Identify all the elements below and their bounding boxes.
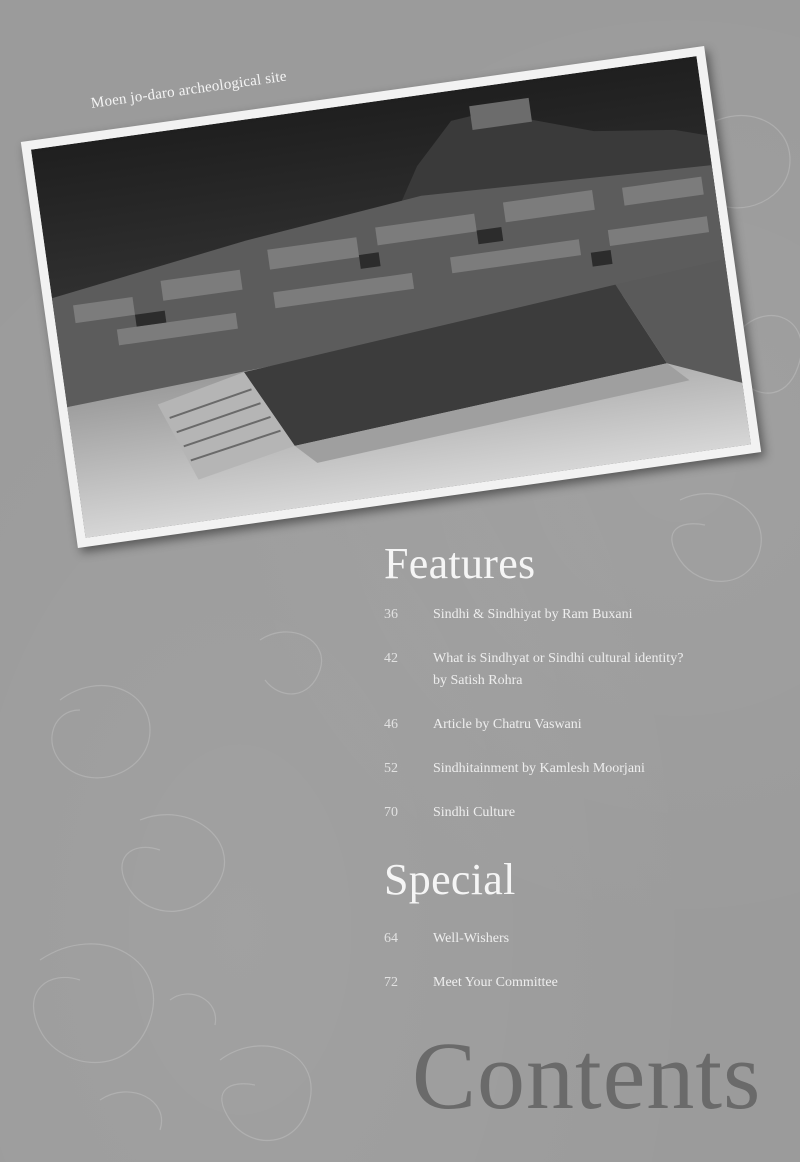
ruins-photo-image [31, 56, 751, 538]
toc-item[interactable] [384, 972, 784, 994]
features-list [384, 604, 784, 846]
features-heading: Features [384, 539, 536, 588]
toc-item[interactable] [384, 758, 784, 780]
toc-title [433, 648, 683, 692]
toc-item[interactable] [384, 714, 784, 736]
toc-item[interactable] [384, 648, 784, 692]
toc-title-line: What is Sindhyat or Sindhi cultural identity? [433, 651, 684, 666]
toc-page-number: 52 [384, 761, 398, 776]
toc-item[interactable] [384, 928, 784, 950]
toc-page-number: 64 [384, 931, 398, 946]
toc-page-number: 70 [384, 805, 398, 820]
toc-page-number: 72 [384, 975, 398, 990]
toc-page-number: 42 [384, 651, 398, 666]
toc-title: Well-Wishers [433, 931, 510, 946]
toc-title: Meet Your Committee [433, 975, 558, 990]
photo-caption: Moen jo-daro archeological site [90, 68, 288, 112]
special-heading: Special [384, 855, 516, 904]
toc-title: Sindhi Culture [433, 805, 516, 820]
page-title: Contents [412, 1022, 762, 1129]
toc-page-number: 46 [384, 717, 398, 732]
toc-title: Sindhitainment by Kamlesh Moorjani [433, 761, 645, 776]
special-list [384, 928, 784, 1016]
toc-item[interactable] [384, 604, 784, 626]
archaeological-site-photo [21, 46, 761, 548]
toc-title: Article by Chatru Vaswani [433, 717, 582, 732]
toc-title: Sindhi & Sindhiyat by Ram Buxani [433, 607, 633, 622]
toc-title-line: by Satish Rohra [433, 673, 523, 688]
toc-item[interactable] [384, 802, 784, 824]
toc-page-number: 36 [384, 607, 398, 622]
